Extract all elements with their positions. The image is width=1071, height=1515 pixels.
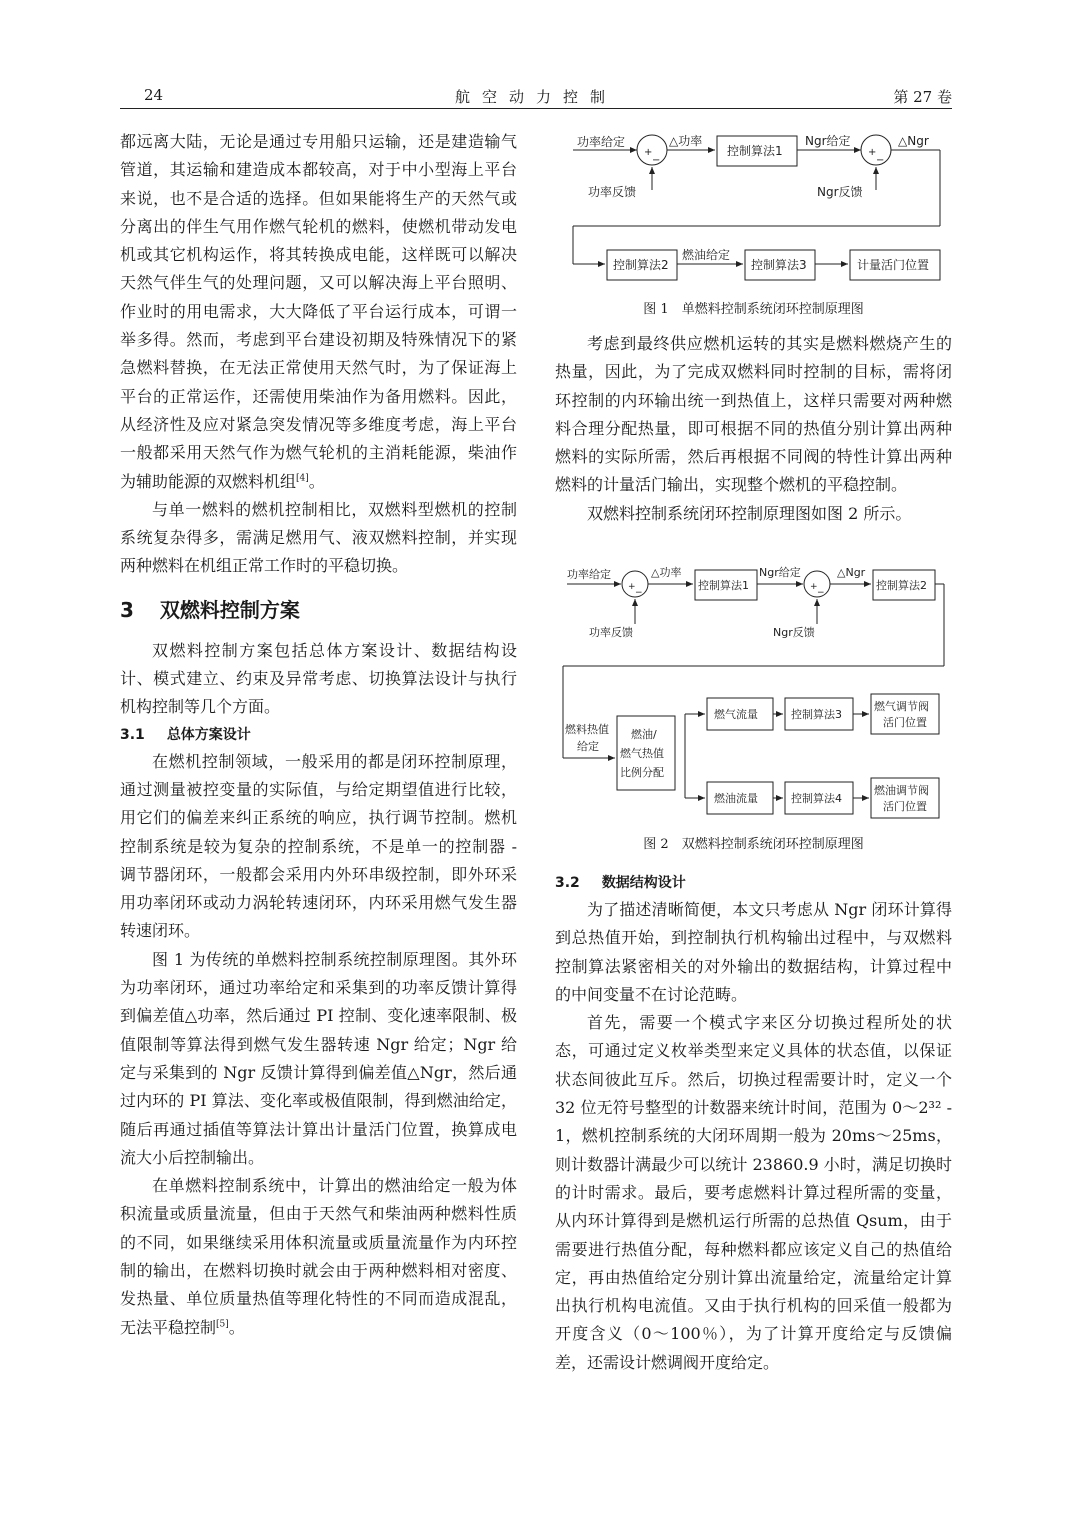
paragraph: 双燃料控制系统闭环控制原理图如图 2 所示。 (587, 503, 912, 523)
fig2-ngr-set: Ngr给定 (759, 566, 801, 579)
paragraph-end: 。 (228, 1317, 245, 1337)
fig2-algo4: 控制算法4 (791, 792, 842, 805)
paragraph-text: 都远离大陆，无论是通过专用船只运输，还是建造输气管道，其运输和建造成本都较高，对于中小型海上平台来说，也不是合适的选择。但如果能将生产的天然气或分离出的伴生气用作燃气轮机的燃料，使燃机带动发电机或其它机构运作，将其转换成电能，这样既可以解决天然气伴生气的处理问题，又可以解决海上平台照明、作业时的用电需求，大大降低了平台运行成本，可谓一举多得。然而，考虑到平台建设初期及特殊情况下的紧急燃料替换，在无法正常使用天然气时，为了保证海上平台的正常运作，还需使用柴油作为备用燃料。因此，从经济性及应对紧急突发情况等多维度考虑，海上平台一般都采用天然气作为燃气轮机的主消耗能源，柴油作为辅助能源的双燃料机组 (120, 132, 517, 491)
fig2-algo1: 控制算法1 (698, 579, 749, 592)
fig2-gas-flow: 燃气流量 (714, 708, 758, 721)
fig2-split-2: 燃气热值 (620, 747, 664, 760)
fig1-algo3: 控制算法3 (751, 258, 807, 272)
fig2-power-set: 功率给定 (567, 568, 611, 581)
paragraph (120, 1172, 517, 1342)
paragraph: 与单一燃料的燃机控制相比，双燃料型燃机的控制系统复杂得多，需满足燃用气、液双燃料控制，并实现两种燃料在机组正常工作时的平稳切换。 (120, 499, 517, 576)
fig1-valve-pos: 计量活门位置 (857, 258, 930, 272)
fig2-heat-set-1: 燃料热值 (565, 723, 609, 736)
page-number: 24 (144, 86, 164, 104)
figure-2-diagram (555, 562, 955, 822)
subsection-heading (120, 722, 517, 748)
fig2-minus-2: − (817, 588, 825, 598)
fig1-plus-1: + (644, 147, 653, 158)
subsection-number: 3.1 (120, 726, 145, 743)
fig2-oil-flow: 燃油流量 (714, 792, 758, 805)
fig2-gas-valve-1: 燃气调节阀 (874, 700, 929, 713)
figure-2-caption: 图 2 双燃料控制系统闭环控制原理图 (643, 837, 864, 852)
paragraph-text: 在单燃料控制系统中，计算出的燃油给定一般为体积流量或质量流量，但由于天然气和柴油两种燃料性质的不同，如果继续采用体积流量或质量流量作为内环控制的输出，在燃料切换时就会由于两种燃料相对密度、发热量、单位质量热值等理化特性的不同而造成混乱，无法平稳控制 (120, 1176, 517, 1337)
paragraph: 双燃料控制方案包括总体方案设计、数据结构设计、模式建立、约束及异常考虑、切换算法设计与执行机构控制等几个方面。 (120, 640, 517, 717)
fig2-gas-valve-2: 活门位置 (883, 716, 927, 729)
fig2-oil-valve-1: 燃油调节阀 (874, 784, 929, 797)
fig2-plus-1: + (628, 582, 636, 592)
subsection-title: 数据结构设计 (601, 875, 686, 891)
right-column-bottom (555, 870, 952, 1377)
fig2-delta-power: △功率 (651, 566, 682, 579)
fig1-minus-1: − (652, 155, 661, 166)
paragraph: 首先，需要一个模式字来区分切换过程所处的状态，可通过定义枚举类型来定义具体的状态值，以保证状态间彼此互斥。然后，切换过程需要计时，定义一个 32 位无符号整型的计数器来统计时间，范围为 0～2³² - 1，燃机控制系统的大闭环周期一般为 20ms～25ms，则计数器计满最少可以统计 23860.9 小时，满足切换时的计时需求。最后，要考虑燃料计算过程所需的变量，从内环计算得到是燃机运行所需的总热值 Qsum，由于需要进行热值分配，每种燃料都应该定义自己的热值给定，再由热值给定分别计算出流量给定，流量给定计算出执行机构电流值。又由于执行机构的回采值一般都为开度含义（0～100％），为了计算开度给定与反馈偏差，还需设计燃调阀开度给定。 (555, 1013, 952, 1372)
left-column (120, 128, 517, 1342)
subsection-number: 3.2 (555, 875, 580, 891)
paragraph: 考虑到最终供应燃机运转的其实是燃料燃烧产生的热量，因此，为了完成双燃料同时控制的目标，需将闭环控制的内环输出统一到热值上，这样只需要对两种燃料合理分配热量，即可根据不同的热值分别计算出两种燃料的实际所需，然后再根据不同阀的特性计算出两种燃料的计量活门输出，实现整个燃机的平稳控制。 (555, 334, 952, 495)
paragraph: 为了描述清晰简便，本文只考虑从 Ngr 闭环计算得到总热值开始，到控制执行机构输出过程中，与双燃料控制算法紧密相关的对外输出的数据结构，计算过程中的中间变量不在讨论范畴。 (555, 900, 952, 1004)
paragraph: 图 1 为传统的单燃料控制系统控制原理图。其外环为功率闭环，通过功率给定和采集到的功率反馈计算得到偏差值△功率，然后通过 PI 控制、变化速率限制、极值限制等算法得到燃气发生器转速 Ngr 给定；Ngr 给定与采集到的 Ngr 反馈计算得到偏差值△Ngr，然后通过内环的 PI 算法、变化率或极值限制，得到燃油给定，随后再通过插值等算法计算出计量活门位置，换算成电流大小后控制输出。 (120, 949, 517, 1167)
header-rule (120, 108, 952, 109)
fig1-power-fb: 功率反馈 (588, 185, 637, 199)
fig1-ngr-fb: Ngr反馈 (817, 185, 863, 199)
paragraph (120, 128, 517, 496)
fig1-fuel-set: 燃油给定 (682, 248, 731, 262)
paragraph: 在燃机控制领域，一般采用的都是闭环控制原理，通过测量被控变量的实际值，与给定期望值进行比较，用它们的偏差来纠正系统的响应，执行调节控制。燃机控制系统是较为复杂的控制系统，不是单一的控制器 - 调节器闭环，一般都会采用内外环串级控制，即外环采用功率闭环或动力涡轮转速闭环，内环采用燃气发生器转速闭环。 (120, 751, 517, 941)
fig2-algo3: 控制算法3 (791, 708, 842, 721)
journal-title: 航空动力控制 (454, 88, 617, 106)
figure-1-caption: 图 1 单燃料控制系统闭环控制原理图 (643, 302, 864, 317)
fig1-power-set: 功率给定 (577, 135, 626, 149)
fig1-delta-power: △功率 (669, 134, 703, 148)
fig1-plus-2: + (868, 147, 877, 158)
section-title: 双燃料控制方案 (159, 597, 300, 622)
citation: [5] (216, 1319, 229, 1330)
fig2-split-1: 燃油/ (631, 728, 657, 741)
fig1-delta-ngr: △Ngr (898, 134, 929, 148)
figure-1-diagram (555, 128, 955, 298)
fig1-algo2: 控制算法2 (613, 258, 669, 272)
page-header (120, 86, 952, 108)
volume-label: 第 27 卷 (893, 88, 952, 106)
section-number: 3 (120, 597, 134, 622)
section-heading (120, 593, 517, 627)
right-column-top (555, 330, 952, 528)
subsection-title: 总体方案设计 (166, 726, 251, 743)
fig2-split-3: 比例分配 (620, 766, 664, 779)
fig2-ngr-fb: Ngr反馈 (773, 626, 815, 639)
subsection-heading (555, 870, 952, 896)
citation: [4] (296, 473, 309, 484)
fig2-heat-set-2: 给定 (577, 740, 599, 753)
fig1-minus-2: − (876, 155, 885, 166)
fig2-minus-1: − (635, 588, 643, 598)
paragraph-end: 。 (308, 471, 325, 491)
fig2-oil-valve-2: 活门位置 (883, 800, 927, 813)
fig1-algo1: 控制算法1 (727, 144, 783, 158)
fig2-power-fb: 功率反馈 (589, 626, 633, 639)
fig2-algo2: 控制算法2 (876, 579, 927, 592)
fig2-delta-ngr: △Ngr (837, 566, 866, 579)
fig1-ngr-set: Ngr给定 (805, 134, 851, 148)
fig2-plus-2: + (810, 582, 818, 592)
